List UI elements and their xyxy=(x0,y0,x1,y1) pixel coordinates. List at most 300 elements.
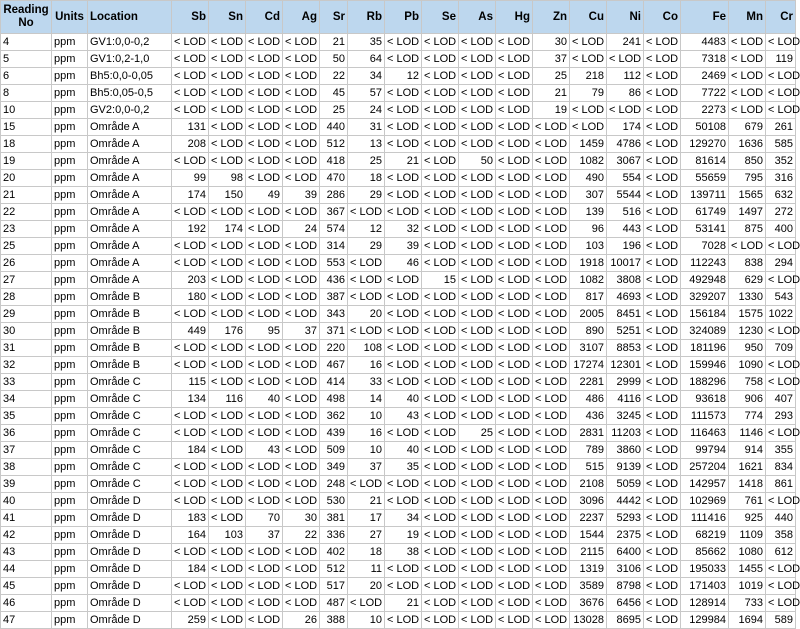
table-cell: < LOD xyxy=(385,306,422,323)
table-row xyxy=(1,561,796,578)
table-cell: < LOD xyxy=(570,51,607,68)
table-cell: < LOD xyxy=(459,357,496,374)
table-cell: Område D xyxy=(88,595,172,612)
table-cell: < LOD xyxy=(766,578,796,595)
table-cell: < LOD xyxy=(283,578,320,595)
table-cell: 57 xyxy=(348,85,385,102)
table-cell: ppm xyxy=(52,493,88,510)
table-cell: < LOD xyxy=(459,204,496,221)
table-cell: < LOD xyxy=(496,561,533,578)
table-cell: 436 xyxy=(570,408,607,425)
table-cell: < LOD xyxy=(533,612,570,629)
table-cell: < LOD xyxy=(459,119,496,136)
table-cell: < LOD xyxy=(246,34,283,51)
table-cell: 498 xyxy=(320,391,348,408)
table-cell: 241 xyxy=(607,34,644,51)
table-cell: < LOD xyxy=(422,340,459,357)
table-cell: 515 xyxy=(570,459,607,476)
table-cell: 612 xyxy=(766,544,796,561)
table-cell: 381 xyxy=(320,510,348,527)
table-cell: < LOD xyxy=(385,51,422,68)
table-cell: < LOD xyxy=(246,595,283,612)
table-cell: 817 xyxy=(570,289,607,306)
table-cell: < LOD xyxy=(283,476,320,493)
table-cell: < LOD xyxy=(766,34,796,51)
table-cell: < LOD xyxy=(283,425,320,442)
table-cell: < LOD xyxy=(459,612,496,629)
table-row xyxy=(1,340,796,357)
table-cell: < LOD xyxy=(348,476,385,493)
table-cell: 43 xyxy=(246,442,283,459)
table-cell: 257204 xyxy=(681,459,729,476)
table-cell: 24 xyxy=(283,221,320,238)
table-cell: 761 xyxy=(729,493,766,510)
table-cell: < LOD xyxy=(422,425,459,442)
table-cell: < LOD xyxy=(283,374,320,391)
table-cell: < LOD xyxy=(246,289,283,306)
table-body xyxy=(1,34,800,629)
table-cell: 139 xyxy=(570,204,607,221)
table-cell: < LOD xyxy=(644,578,681,595)
table-cell: Område B xyxy=(88,306,172,323)
table-cell: < LOD xyxy=(422,595,459,612)
table-cell: < LOD xyxy=(766,68,796,85)
table-cell: < LOD xyxy=(209,408,246,425)
table-cell: GV1:0,0-0,2 xyxy=(88,34,172,51)
table-cell: 418 xyxy=(320,153,348,170)
table-cell: 367 xyxy=(320,204,348,221)
table-cell: 2281 xyxy=(570,374,607,391)
table-cell: 23 xyxy=(1,221,52,238)
table-cell: 12 xyxy=(385,68,422,85)
table-cell: Område A xyxy=(88,221,172,238)
table-cell: 36 xyxy=(1,425,52,442)
table-cell: < LOD xyxy=(422,612,459,629)
table-cell: < LOD xyxy=(766,85,796,102)
table-cell: 45 xyxy=(1,578,52,595)
column-header: Cr xyxy=(766,1,796,34)
table-cell: 35 xyxy=(348,34,385,51)
table-cell: < LOD xyxy=(246,493,283,510)
table-cell: ppm xyxy=(52,51,88,68)
table-cell: Område A xyxy=(88,136,172,153)
table-cell: < LOD xyxy=(766,102,796,119)
table-cell: < LOD xyxy=(422,255,459,272)
table-cell: < LOD xyxy=(246,374,283,391)
table-cell: < LOD xyxy=(348,255,385,272)
table-cell: 530 xyxy=(320,493,348,510)
table-row xyxy=(1,578,796,595)
table-cell: Område B xyxy=(88,340,172,357)
table-cell: < LOD xyxy=(496,85,533,102)
table-cell: < LOD xyxy=(533,561,570,578)
table-cell: < LOD xyxy=(172,153,209,170)
table-cell: ppm xyxy=(52,612,88,629)
table-cell: 850 xyxy=(729,153,766,170)
table-cell: < LOD xyxy=(496,102,533,119)
column-header: Ag xyxy=(283,1,320,34)
table-cell: 414 xyxy=(320,374,348,391)
table-cell: 192 xyxy=(172,221,209,238)
table-cell: < LOD xyxy=(533,527,570,544)
table-cell: ppm xyxy=(52,85,88,102)
table-cell: < LOD xyxy=(496,527,533,544)
table-cell: 180 xyxy=(172,289,209,306)
table-cell: < LOD xyxy=(533,187,570,204)
table-cell: 343 xyxy=(320,306,348,323)
table-row xyxy=(1,306,796,323)
table-cell: 8695 xyxy=(607,612,644,629)
table-cell: 22 xyxy=(1,204,52,221)
table-cell: 64 xyxy=(348,51,385,68)
table-cell: 21 xyxy=(533,85,570,102)
table-cell: 50108 xyxy=(681,119,729,136)
column-header: Mn xyxy=(729,1,766,34)
table-cell: 99 xyxy=(172,170,209,187)
table-cell: < LOD xyxy=(533,493,570,510)
table-cell: < LOD xyxy=(209,306,246,323)
table-cell: < LOD xyxy=(459,221,496,238)
table-row xyxy=(1,204,796,221)
table-cell: < LOD xyxy=(385,272,422,289)
table-cell: 553 xyxy=(320,255,348,272)
table-cell: 543 xyxy=(766,289,796,306)
table-cell: < LOD xyxy=(385,136,422,153)
table-cell: < LOD xyxy=(496,255,533,272)
table-cell: 28 xyxy=(1,289,52,306)
table-cell: 2237 xyxy=(570,510,607,527)
table-row xyxy=(1,68,796,85)
table-cell: 171403 xyxy=(681,578,729,595)
table-cell: 18 xyxy=(348,544,385,561)
table-cell: 585 xyxy=(766,136,796,153)
table-cell: < LOD xyxy=(385,289,422,306)
table-cell: < LOD xyxy=(644,527,681,544)
table-cell: < LOD xyxy=(766,425,796,442)
table-cell: 629 xyxy=(729,272,766,289)
table-cell: < LOD xyxy=(422,221,459,238)
table-cell: < LOD xyxy=(459,510,496,527)
table-cell: 2115 xyxy=(570,544,607,561)
table-cell: < LOD xyxy=(533,221,570,238)
column-header: Zn xyxy=(533,1,570,34)
table-cell: 316 xyxy=(766,170,796,187)
table-cell: ppm xyxy=(52,119,88,136)
table-cell: < LOD xyxy=(459,578,496,595)
table-cell: < LOD xyxy=(533,476,570,493)
table-cell: < LOD xyxy=(209,119,246,136)
table-row xyxy=(1,595,796,612)
table-cell: < LOD xyxy=(607,102,644,119)
table-cell: < LOD xyxy=(283,102,320,119)
table-cell: 5 xyxy=(1,51,52,68)
table-cell: 1019 xyxy=(729,578,766,595)
table-cell: < LOD xyxy=(283,306,320,323)
table-cell: 362 xyxy=(320,408,348,425)
table-cell: < LOD xyxy=(422,85,459,102)
table-cell: < LOD xyxy=(209,34,246,51)
table-cell: 1918 xyxy=(570,255,607,272)
column-header: Rb xyxy=(348,1,385,34)
table-cell: 34 xyxy=(1,391,52,408)
table-cell: 47 xyxy=(1,612,52,629)
table-cell: < LOD xyxy=(496,493,533,510)
table-cell: 1080 xyxy=(729,544,766,561)
table-cell: 20 xyxy=(1,170,52,187)
table-cell: 512 xyxy=(320,136,348,153)
table-cell: 29 xyxy=(1,306,52,323)
table-cell: 53141 xyxy=(681,221,729,238)
table-cell: 1082 xyxy=(570,272,607,289)
table-cell: 108 xyxy=(348,340,385,357)
table-row xyxy=(1,187,796,204)
table-cell: < LOD xyxy=(209,136,246,153)
table-cell: < LOD xyxy=(570,102,607,119)
table-cell: 131 xyxy=(172,119,209,136)
table-cell: < LOD xyxy=(422,204,459,221)
table-cell: < LOD xyxy=(496,544,533,561)
table-cell: 25 xyxy=(459,425,496,442)
table-cell: < LOD xyxy=(172,476,209,493)
table-cell: < LOD xyxy=(246,119,283,136)
table-cell: < LOD xyxy=(246,612,283,629)
table-cell: 440 xyxy=(320,119,348,136)
table-cell: 5059 xyxy=(607,476,644,493)
table-cell: < LOD xyxy=(496,68,533,85)
table-cell: 1621 xyxy=(729,459,766,476)
table-cell: ppm xyxy=(52,170,88,187)
table-cell: < LOD xyxy=(496,289,533,306)
table-cell: 18 xyxy=(348,170,385,187)
table-cell: 449 xyxy=(172,323,209,340)
table-cell: < LOD xyxy=(533,340,570,357)
table-cell: Område A xyxy=(88,255,172,272)
table-cell: < LOD xyxy=(533,170,570,187)
table-cell: 679 xyxy=(729,119,766,136)
table-cell: < LOD xyxy=(459,476,496,493)
table-cell: < LOD xyxy=(246,578,283,595)
table-row xyxy=(1,391,796,408)
table-cell: 2375 xyxy=(607,527,644,544)
table-cell: < LOD xyxy=(644,442,681,459)
table-cell: Område C xyxy=(88,425,172,442)
table-cell: < LOD xyxy=(533,272,570,289)
table-cell: 4483 xyxy=(681,34,729,51)
table-cell: 3860 xyxy=(607,442,644,459)
table-cell: 95 xyxy=(246,323,283,340)
table-cell: < LOD xyxy=(246,408,283,425)
table-cell: < LOD xyxy=(644,272,681,289)
table-cell: 29 xyxy=(348,238,385,255)
column-header: Cd xyxy=(246,1,283,34)
table-cell: 2469 xyxy=(681,68,729,85)
table-cell: 589 xyxy=(766,612,796,629)
table-cell: < LOD xyxy=(533,255,570,272)
table-cell: < LOD xyxy=(422,34,459,51)
table-cell: 21 xyxy=(385,153,422,170)
table-cell: ppm xyxy=(52,340,88,357)
table-cell: 21 xyxy=(348,493,385,510)
table-cell: < LOD xyxy=(496,170,533,187)
table-cell: < LOD xyxy=(496,459,533,476)
table-cell: ppm xyxy=(52,238,88,255)
table-cell: 4786 xyxy=(607,136,644,153)
table-cell: < LOD xyxy=(533,442,570,459)
table-cell: < LOD xyxy=(283,136,320,153)
table-cell: < LOD xyxy=(533,408,570,425)
table-cell: 709 xyxy=(766,340,796,357)
table-cell: < LOD xyxy=(246,170,283,187)
table-cell: 8798 xyxy=(607,578,644,595)
table-cell: 7028 xyxy=(681,238,729,255)
table-cell: < LOD xyxy=(422,289,459,306)
table-cell: 758 xyxy=(729,374,766,391)
table-cell: < LOD xyxy=(283,289,320,306)
table-cell: 2999 xyxy=(607,374,644,391)
table-cell: 156184 xyxy=(681,306,729,323)
table-cell: < LOD xyxy=(533,595,570,612)
table-cell: 102969 xyxy=(681,493,729,510)
table-cell: < LOD xyxy=(385,170,422,187)
table-cell: < LOD xyxy=(385,493,422,510)
table-cell: 26 xyxy=(283,612,320,629)
table-cell: < LOD xyxy=(459,595,496,612)
table-cell: 5544 xyxy=(607,187,644,204)
table-cell: 33 xyxy=(1,374,52,391)
table-cell: < LOD xyxy=(496,425,533,442)
table-cell: < LOD xyxy=(459,340,496,357)
table-cell: < LOD xyxy=(283,561,320,578)
table-cell: ppm xyxy=(52,408,88,425)
table-cell: 838 xyxy=(729,255,766,272)
table-cell: < LOD xyxy=(422,357,459,374)
table-cell: < LOD xyxy=(422,578,459,595)
table-cell: ppm xyxy=(52,595,88,612)
table-cell: 27 xyxy=(348,527,385,544)
table-cell: 10 xyxy=(348,442,385,459)
table-cell: 440 xyxy=(766,510,796,527)
table-cell: < LOD xyxy=(766,561,796,578)
table-cell: 875 xyxy=(729,221,766,238)
table-cell: < LOD xyxy=(283,357,320,374)
table-cell: < LOD xyxy=(283,204,320,221)
table-cell: 352 xyxy=(766,153,796,170)
table-cell: < LOD xyxy=(644,612,681,629)
table-cell: < LOD xyxy=(729,68,766,85)
table-cell: < LOD xyxy=(459,289,496,306)
table-cell: < LOD xyxy=(246,238,283,255)
table-cell: 31 xyxy=(1,340,52,357)
table-cell: 99794 xyxy=(681,442,729,459)
table-cell: < LOD xyxy=(644,357,681,374)
column-header: Co xyxy=(644,1,681,34)
table-cell: 8853 xyxy=(607,340,644,357)
table-cell: < LOD xyxy=(283,595,320,612)
table-cell: < LOD xyxy=(422,561,459,578)
table-cell: 40 xyxy=(385,391,422,408)
table-cell: 925 xyxy=(729,510,766,527)
table-cell: ppm xyxy=(52,391,88,408)
table-cell: 116 xyxy=(209,391,246,408)
table-cell: 1090 xyxy=(729,357,766,374)
table-cell: 349 xyxy=(320,459,348,476)
table-cell: < LOD xyxy=(422,136,459,153)
table-cell: < LOD xyxy=(209,578,246,595)
table-cell: 42 xyxy=(1,527,52,544)
table-cell: < LOD xyxy=(729,51,766,68)
table-cell: 293 xyxy=(766,408,796,425)
table-cell: 111416 xyxy=(681,510,729,527)
column-header: Cu xyxy=(570,1,607,34)
table-cell: 79 xyxy=(570,85,607,102)
table-cell: 19 xyxy=(385,527,422,544)
table-cell: 139711 xyxy=(681,187,729,204)
table-cell: < LOD xyxy=(422,238,459,255)
table-cell: < LOD xyxy=(533,578,570,595)
table-cell: 159946 xyxy=(681,357,729,374)
table-cell: 20 xyxy=(348,306,385,323)
table-cell: < LOD xyxy=(644,391,681,408)
table-cell: < LOD xyxy=(283,272,320,289)
table-cell: 12 xyxy=(348,221,385,238)
table-cell: Område D xyxy=(88,561,172,578)
table-cell: 8 xyxy=(1,85,52,102)
table-cell: < LOD xyxy=(385,102,422,119)
table-cell: < LOD xyxy=(246,85,283,102)
column-header: Sb xyxy=(172,1,209,34)
table-cell: 31 xyxy=(348,119,385,136)
table-cell: 1418 xyxy=(729,476,766,493)
table-cell: 3107 xyxy=(570,340,607,357)
table-cell: 184 xyxy=(172,442,209,459)
table-cell: 9139 xyxy=(607,459,644,476)
table-cell: < LOD xyxy=(209,459,246,476)
table-cell: < LOD xyxy=(766,595,796,612)
table-cell: GV2:0,0-0,2 xyxy=(88,102,172,119)
table-cell: 1319 xyxy=(570,561,607,578)
table-row xyxy=(1,136,796,153)
table-cell: < LOD xyxy=(348,323,385,340)
table-cell: 1575 xyxy=(729,306,766,323)
table-cell: 914 xyxy=(729,442,766,459)
table-cell: < LOD xyxy=(246,153,283,170)
table-cell: < LOD xyxy=(422,170,459,187)
table-cell: < LOD xyxy=(172,238,209,255)
table-cell: 27 xyxy=(1,272,52,289)
table-cell: < LOD xyxy=(496,578,533,595)
table-cell: < LOD xyxy=(246,544,283,561)
table-cell: ppm xyxy=(52,510,88,527)
table-cell: < LOD xyxy=(422,187,459,204)
table-cell: 174 xyxy=(607,119,644,136)
table-cell: 188296 xyxy=(681,374,729,391)
table-cell: < LOD xyxy=(496,323,533,340)
table-row xyxy=(1,221,796,238)
table-cell: 6400 xyxy=(607,544,644,561)
table-cell: Område A xyxy=(88,187,172,204)
table-cell: 400 xyxy=(766,221,796,238)
table-cell: < LOD xyxy=(422,374,459,391)
table-cell: < LOD xyxy=(729,102,766,119)
table-cell: < LOD xyxy=(644,510,681,527)
table-row xyxy=(1,425,796,442)
table-cell: < LOD xyxy=(496,153,533,170)
table-cell: < LOD xyxy=(644,544,681,561)
table-cell: 44 xyxy=(1,561,52,578)
table-cell: ppm xyxy=(52,221,88,238)
table-cell: < LOD xyxy=(283,119,320,136)
table-cell: < LOD xyxy=(385,578,422,595)
